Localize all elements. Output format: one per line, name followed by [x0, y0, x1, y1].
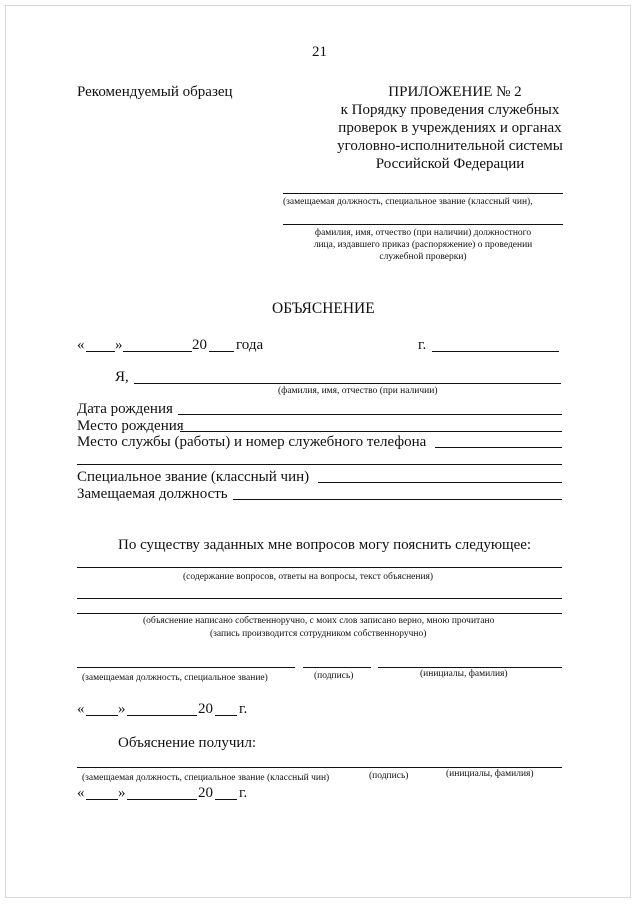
- rank-line: [318, 482, 562, 483]
- position-label: Замещаемая должность: [77, 486, 228, 502]
- date-quote-open: «: [77, 337, 85, 353]
- signature1-initials-hint: (инициалы, фамилия): [420, 669, 508, 679]
- date3-month-line: [127, 799, 197, 800]
- addressee-line-2: [283, 224, 563, 225]
- received-label: Объяснение получил:: [118, 735, 257, 751]
- date3-quote-close: »: [118, 785, 126, 801]
- date3-quote-open: «: [77, 785, 85, 801]
- date3-year-prefix: 20: [198, 785, 213, 801]
- addressee-hint-2a: фамилия, имя, отчество (при наличии) должностного: [314, 228, 532, 238]
- date-day-line: [86, 351, 115, 352]
- birth-place-label: Место рождения: [77, 418, 184, 434]
- date-year-word: года: [236, 337, 264, 353]
- appendix-line-2: проверок в учреждениях и органах: [338, 120, 562, 136]
- service-place-line: [435, 447, 562, 448]
- date2-quote-close: »: [118, 701, 126, 717]
- appendix-line-4: Российской Федерации: [375, 156, 525, 172]
- received-position-hint: (замещаемая должность, специальное звание (классный чин): [82, 773, 330, 783]
- date-quote-close: »: [115, 337, 123, 353]
- signature1-sign-hint: (подпись): [314, 671, 354, 681]
- explanation-line-1: [77, 567, 562, 568]
- birth-place-line: [180, 431, 562, 432]
- date-month-line: [123, 351, 192, 352]
- addressee-line-1: [283, 193, 563, 194]
- birth-date-label: Дата рождения: [77, 401, 173, 417]
- explanation-content-hint: (содержание вопросов, ответы на вопросы, текст объяснения): [183, 572, 434, 582]
- received-line: [77, 767, 562, 768]
- service-place-label: Место службы (работы) и номер служебного телефона: [77, 434, 427, 450]
- signature1-position-hint: (замещаемая должность, специальное звание): [82, 673, 268, 683]
- addressee-hint-1: (замещаемая должность, специальное звание (классный чин),: [283, 197, 533, 207]
- birth-date-line: [178, 414, 562, 415]
- date2-month-line: [127, 715, 197, 716]
- received-initials-hint: (инициалы, фамилия): [446, 769, 534, 779]
- explanation-intro: По существу заданных мне вопросов могу пояснить следующее:: [118, 537, 532, 553]
- date2-day-line: [86, 715, 118, 716]
- page-number: 21: [312, 44, 327, 60]
- signature1-sign-line: [303, 667, 371, 668]
- document-title: ОБЪЯСНЕНИЕ: [272, 300, 375, 317]
- recommended-sample-label: Рекомендуемый образец: [77, 84, 233, 100]
- date2-suffix: г.: [239, 701, 248, 717]
- date-year-prefix: 20: [192, 337, 207, 353]
- position-line: [233, 499, 562, 500]
- explanation-line-3: [77, 613, 562, 614]
- received-sign-hint: (подпись): [369, 771, 409, 781]
- explanation-line-2: [77, 598, 562, 599]
- date3-day-line: [86, 799, 118, 800]
- signature1-initials-line: [378, 667, 562, 668]
- date-year-line: [209, 351, 234, 352]
- date2-year-line: [215, 715, 237, 716]
- date3-suffix: г.: [239, 785, 248, 801]
- explanation-note-1: (объяснение написано собственноручно, с моих слов записано верно, мною прочитано: [143, 616, 495, 626]
- service-place-extra-line: [77, 464, 562, 465]
- addressee-hint-2b: лица, издавшего приказ (распоряжение) о проведении: [313, 240, 533, 250]
- addressee-hint-2c: служебной проверки): [379, 252, 467, 262]
- city-prefix: г.: [418, 337, 427, 353]
- appendix-line-1: к Порядку проведения служебных: [340, 102, 560, 118]
- city-line: [432, 351, 559, 352]
- explanation-note-2: (запись производится сотрудником собственноручно): [210, 629, 427, 639]
- signature1-position-line: [77, 667, 295, 668]
- i-label: Я,: [115, 369, 129, 385]
- date3-year-line: [215, 799, 237, 800]
- appendix-title: ПРИЛОЖЕНИЕ № 2: [388, 84, 522, 100]
- appendix-line-3: уголовно-исполнительной системы: [337, 138, 563, 154]
- rank-label: Специальное звание (классный чин): [77, 469, 310, 485]
- date2-year-prefix: 20: [198, 701, 213, 717]
- fio-hint: (фамилия, имя, отчество (при наличии): [278, 386, 438, 396]
- date2-quote-open: «: [77, 701, 85, 717]
- fio-line: [134, 383, 561, 384]
